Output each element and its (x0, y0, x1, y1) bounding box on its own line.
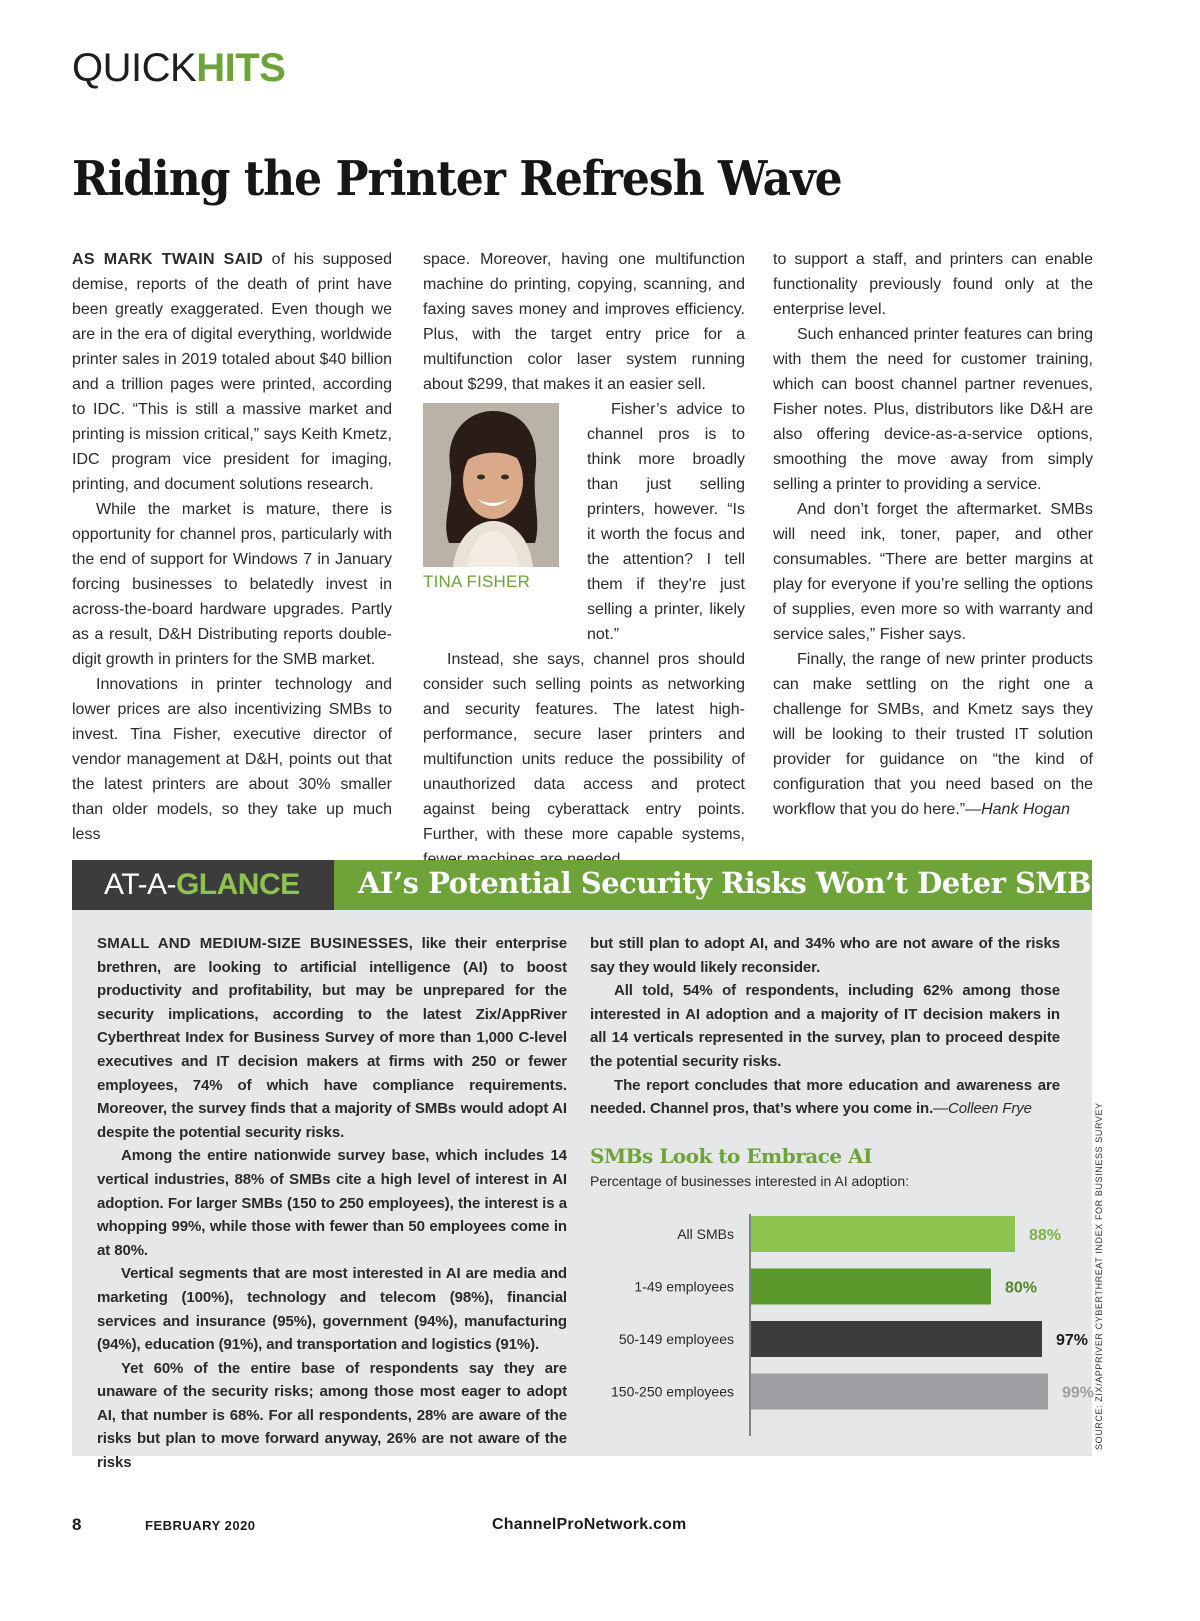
article-headline: Riding the Printer Refresh Wave (72, 152, 842, 208)
glance-byline: —Colleen Frye (933, 1100, 1032, 1118)
article-paragraph: Innovations in printer technology and lower prices are also incentivizing SMBs to invest. Tina Fisher, executive director of vendor management at D&H, points out that the latest printers are about 30% smaller than older models, so they take up much less (72, 676, 392, 843)
chart-value-label: 97% (1056, 1332, 1089, 1349)
article-paragraph: Finally, the range of new printer products can make settling on the right one a challenge for SMBs, and Kmetz says they will be looking to their trusted IT solution provider for guidance on “the kind of configuration that you need based on the workflow that you do here.” (773, 651, 1093, 818)
glance-paragraph: Vertical segments that are most interested in AI are media and marketing (100%), technology and telecom (98%), financial services and insurance (95%), government (94%), manufacturing (94%), education (91%), and transportation and logistics (91%). (97, 1265, 567, 1354)
source-note-text: SOURCE: ZIX/APPRIVER CYBERTHREAT INDEX FOR BUSINESS SURVEY (1094, 1102, 1104, 1450)
website-link[interactable]: ChannelProNetwork.com (492, 1516, 687, 1533)
article-paragraph: Such enhanced printer features can bring with them the need for customer training, which can boost channel partner revenues, Fisher notes. Plus, distributors like D&H are also offering device-as-a-service options, smoothing the move away from simply selling a printer to providing a service. (773, 326, 1093, 493)
source-note (1094, 1102, 1104, 1450)
article-paragraph: Fisher’s advice to channel pros is to think more broadly than just selling printers, however. “Is it worth the focus and the attention? I tell them if they’re just selling a printer, likely not.” (587, 401, 745, 643)
chart-bar (751, 1374, 1048, 1410)
at-a-glance-tag-bar (72, 860, 334, 910)
section-label (72, 48, 285, 88)
portrait-figure (423, 403, 573, 621)
article-paragraph: While the market is mature, there is opportunity for channel pros, particularly with the end of support for Windows 7 in January forcing businesses to belatedly invest in across-the-board hardware upgrades. Partly as a result, D&H Distributing reports double-digit growth in printers for the SMB market. (72, 501, 392, 668)
ai-interest-bar-chart (590, 1210, 1095, 1440)
article-paragraph: And don’t forget the aftermarket. SMBs will need ink, toner, paper, and other consumables. “There are better margins at play for everyone if you’re selling the options of supplies, even more so with warranty and service sales,” Fisher says. (773, 501, 1093, 643)
issue-date: FEBRUARY 2020 (145, 1518, 256, 1533)
glance-paragraph: All told, 54% of respondents, including 62% among those interested in AI adoption and a majority of IT decision makers in all 14 verticals represented in the survey, plan to proceed despite the potential security risks. (590, 982, 1060, 1070)
chart-category-label: All SMBs (677, 1226, 734, 1242)
chart-category-label: 150-250 employees (611, 1383, 734, 1400)
at-a-glance-tag-2: GLANCE (175, 868, 300, 901)
glance-paragraph: Among the entire nationwide survey base, which includes 14 vertical industries, 88% of SMBs cite a high level of interest in AI adoption. For larger SMBs (150 to 250 employees), the interest is a whopping 99%, while those with fewer than 50 employees come in at 80%. (97, 1147, 567, 1259)
article-byline: —Hank Hogan (965, 801, 1071, 818)
portrait-illustration (423, 403, 559, 567)
page-footer (72, 1515, 1092, 1539)
chart-value-label: 80% (1005, 1279, 1038, 1297)
page-number: 8 (72, 1515, 82, 1534)
at-a-glance-tag-1: AT-A- (104, 868, 176, 901)
chart-bar (751, 1269, 991, 1305)
at-a-glance-title: AI’s Potential Security Risks Won’t Deter SMBs (358, 866, 1107, 900)
glance-lead-in: SMALL AND MEDIUM-SIZE BUSINESSES, (97, 935, 414, 952)
article-body (72, 247, 1092, 859)
portrait-photo (423, 403, 559, 567)
at-a-glance-header (72, 860, 1107, 910)
chart-category-label: 1-49 employees (634, 1278, 734, 1295)
article-paragraph: to support a staff, and printers can enable functionality previously found only at the enterprise level. (773, 251, 1093, 318)
section-label-hits: HITS (196, 46, 286, 90)
article-paragraph: of his supposed demise, reports of the death of print have been greatly exaggerated. Even though we are in the era of digital everything, worldwide printer sales in 2019 totaled about $40 billion and a trillion pages were printed, according to IDC. “This is still a massive market and printing is mission critical,” says Keith Kmetz, IDC program vice president for imaging, printing, and document solutions research. (72, 251, 393, 493)
chart-subtitle: Percentage of businesses interested in AI adoption: (590, 1173, 910, 1189)
chart-value-label: 99% (1062, 1384, 1095, 1402)
portrait-caption: TINA FISHER (423, 572, 531, 591)
chart-category-label: 50-149 employees (618, 1331, 734, 1347)
glance-paragraph: Yet 60% of the entire base of respondents say they are unaware of the security risks; among those most eager to adopt AI, that number is 68%. For all respondents, 28% are aware of the risks but plan to move forward anyway, 26% are not aware of the risks (97, 1359, 567, 1472)
glance-paragraph: The report concludes that more education and awareness are needed. Channel pros, that’s where you come in. (590, 1076, 1060, 1118)
section-label-quick: QUICK (72, 46, 197, 90)
chart-title: SMBs Look to Embrace AI (590, 1144, 872, 1168)
glance-paragraph: like their enterprise brethren, are looking to artificial intelligence (AI) to boost productivity and profitability, but may be unprepared for the security implications, according to the latest Zix/AppRiver Cyberthreat Index for Business Survey of more than 1,000 C-level executives and IT decision makers at firms with 250 or fewer employees, 74% of which have compliance requirements. Moreover, the survey finds that a majority of SMBs would adopt AI despite the potential security risks. (97, 935, 567, 1141)
article-column-3 (773, 247, 1093, 822)
chart-bar (751, 1216, 1015, 1252)
at-a-glance-title-bar (334, 860, 1107, 910)
glance-paragraph: but still plan to adopt AI, and 34% who are not aware of the risks say they would likely reconsider. (590, 935, 1060, 976)
article-lead-in: AS MARK TWAIN SAID (72, 251, 264, 268)
article-paragraph: Instead, she says, channel pros should consider such selling points as networking and security features. The latest high-performance, secure laser printers and multifunction units reduce the possibility of unauthorized data access and protect against being cyberattack entry points. Further, with these more capable systems, (423, 651, 745, 843)
article-column-2 (423, 247, 745, 872)
glance-column-1 (97, 932, 567, 1475)
article-paragraph: space. Moreover, having one multifunction machine do printing, copying, scanning, and faxing saves money and improves efficiency. Plus, with the target entry price for a multifunction color laser system running about $299, that makes it an easier sell. (423, 251, 745, 393)
article-column-1 (72, 247, 392, 847)
chart-value-label: 88% (1029, 1227, 1062, 1244)
at-a-glance-tag (104, 868, 300, 902)
chart-bar (751, 1321, 1042, 1357)
glance-column-2 (590, 932, 1060, 1121)
